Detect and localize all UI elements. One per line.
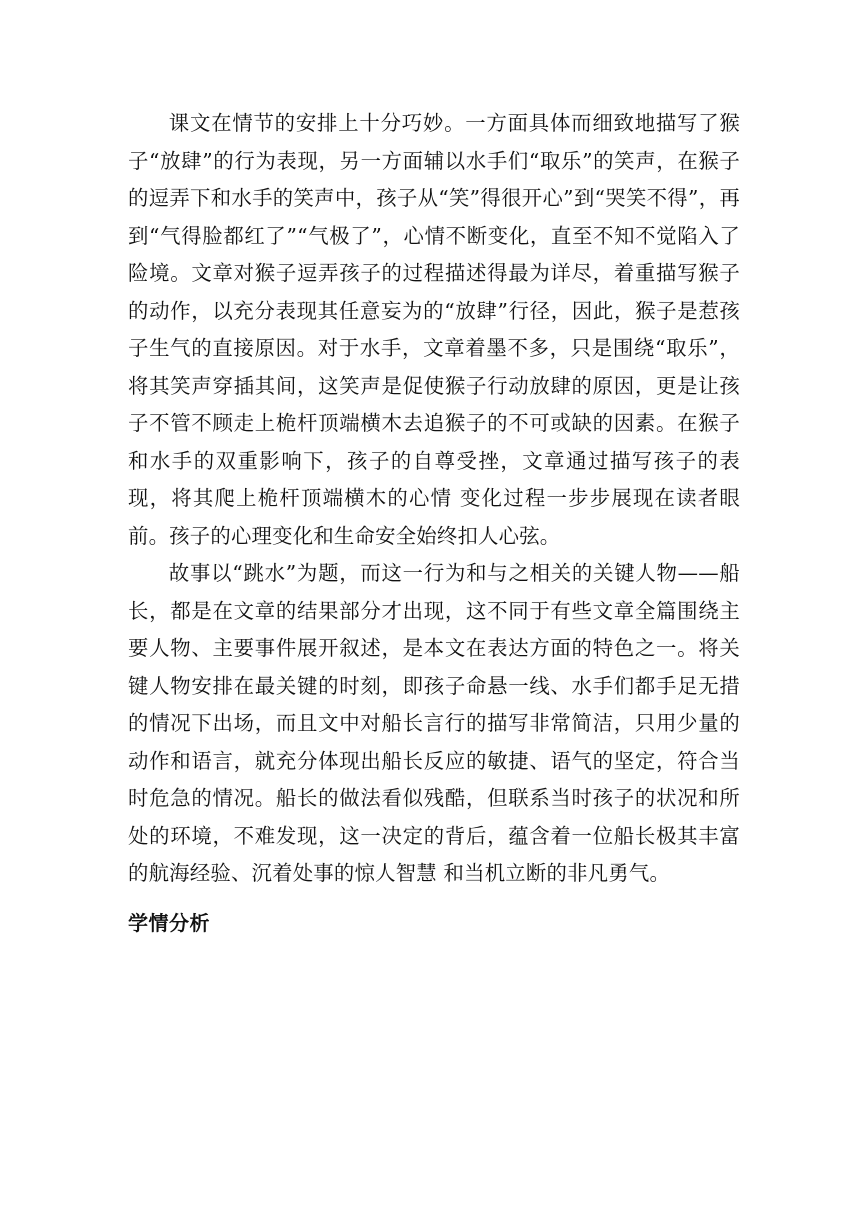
body-paragraph-plot-arrangement: 课文在情节的安排上十分巧妙。一方面具体而细致地描写了猴子“放肆”的行为表现，另一方面辅以水手们“取乐”的笑声，在猴子的逗弄下和水手的笑声中，孩子从“笑”得很开心”到“哭笑不得”，再到“气得脸都红了”“气极了”，心情不断变化，直至不知不觉陷入了险境。文章对猴子逗弄孩子的过程描述得最为详尽，着重描写猴子的动作，以充分表现其任意妄为的“放肆”行径，因此，猴子是惹孩子生气的直接原因。对于水手，文章着墨不多，只是围绕“取乐”，将其笑声穿插其间，这笑声是促使猴子行动放肆的原因，更是让孩子不管不顾走上桅杆顶端横木去追猴子的不可或缺的因素。在猴子和水手的双重影响下，孩子的自尊受挫，文章通过描写孩子的表现，将其爬上桅杆顶端横木的心情 变化过程一步步展现在读者眼前。孩子的心理变化和生命安全始终扣人心弦。 [128,111,740,548]
body-paragraph-captain-role: 故事以“跳水”为题，而这一行为和与之相关的关键人物——船长，都是在文章的结果部分才出现，这不同于有些文章全篇围绕主要人物、主要事件展开叙述，是本文在表达方面的特色之一。将关键人物安排在最关键的时刻，即孩子命悬一线、水手们都手足无措的情况下出场，而且文中对船长言行的描写非常简洁，只用少量的动作和语言，就充分体现出船长反应的敏捷、语气的坚定，符合当时危急的情况。船长的做法看似残酷，但联系当时孩子的状况和所处的环境，不难发现，这一决定的背后，蕴含着一位船长极其丰富的航海经验、沉着处事的惊人智慧 和当机立断的非凡勇气。 [128,561,740,885]
document-page [128,105,740,941]
section-heading-learning-analysis: 学情分析 [128,910,210,935]
